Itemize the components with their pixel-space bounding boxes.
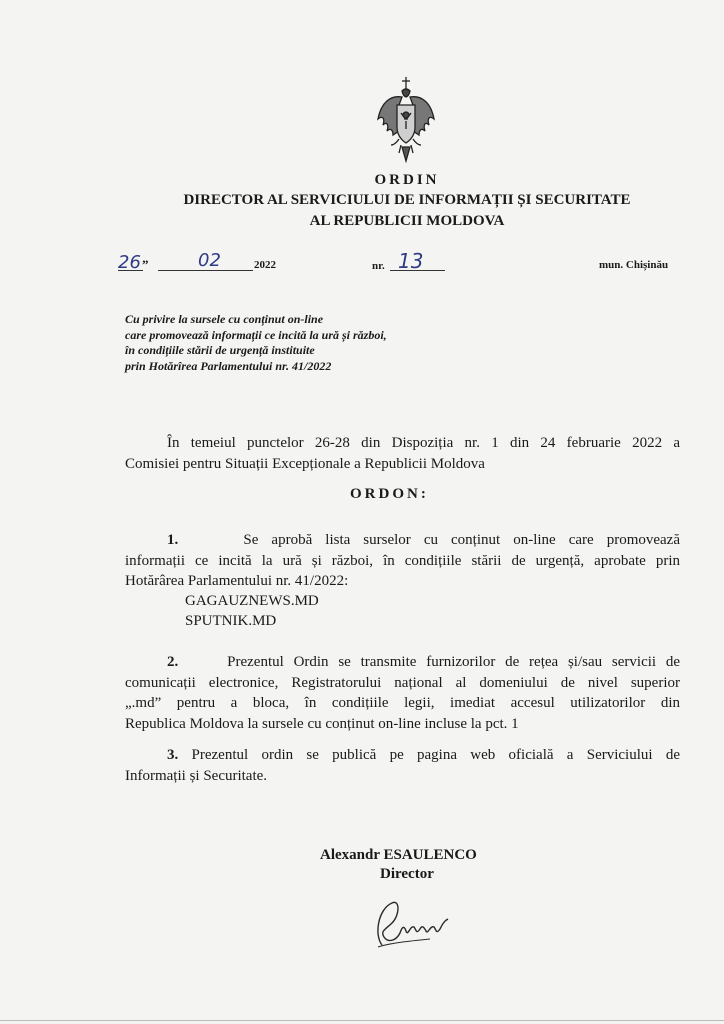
item-1-number: 1. bbox=[167, 532, 179, 548]
subject-line: care promovează informații ce incită la ură și război, bbox=[125, 327, 387, 342]
moldova-coat-of-arms-icon bbox=[375, 75, 437, 165]
date-month-underline bbox=[158, 270, 253, 271]
ordon-heading: ORDON: bbox=[350, 486, 429, 502]
document-title: ORDIN bbox=[374, 172, 440, 188]
item-2-line-1 bbox=[125, 652, 680, 673]
site-list-item: GAGAUZNEWS.MD bbox=[185, 593, 319, 609]
item-1-line-2: informații ce incită la ură și război, în condițiile stării de urgență, aprobate prin bbox=[125, 552, 680, 569]
issuer-line-1: DIRECTOR AL SERVICIULUI DE INFORMAȚII ȘI SECURITATE bbox=[183, 192, 631, 208]
item-3-text: Prezentul ordin se publică pe pagina web oficială a Serviciului de bbox=[191, 747, 680, 763]
page-bottom-edge bbox=[0, 1020, 724, 1021]
date-day: 26 bbox=[118, 252, 141, 273]
item-3-number: 3. bbox=[167, 747, 179, 763]
intro-line-1: În temeiul punctelor 26-28 din Dispoziția nr. 1 din 24 februarie 2022 a bbox=[167, 435, 680, 451]
item-2-line-2: comunicații electronice, Registratorului național al domeniului de nivel superior bbox=[125, 674, 680, 691]
item-2-text: Prezentul Ordin se transmite furnizorilor de rețea și/sau servicii de bbox=[227, 654, 680, 670]
issuer-line-2: AL REPUBLICII MOLDOVA bbox=[309, 213, 505, 229]
signatory-role: Director bbox=[380, 866, 434, 882]
subject-line: prin Hotărîrea Parlamentului nr. 41/2022 bbox=[125, 358, 332, 373]
signatory-name: Alexandr ESAULENCO bbox=[320, 847, 477, 863]
location: mun. Chișinău bbox=[599, 259, 669, 271]
order-number: 13 bbox=[398, 249, 424, 273]
intro-paragraph bbox=[125, 433, 680, 474]
item-1-text: Se aprobă lista surselor cu conținut on-line care promovează bbox=[243, 532, 681, 548]
item-1-line-1 bbox=[125, 530, 680, 551]
item-2-line-4: Republica Moldova la sursele cu conținut on-line incluse la pct. 1 bbox=[125, 715, 519, 732]
number-label: nr. bbox=[372, 260, 385, 272]
item-3-line-2: Informații și Securitate. bbox=[125, 767, 268, 784]
subject-block bbox=[125, 312, 387, 374]
item-1-paragraph bbox=[125, 530, 680, 592]
site-list-item: SPUTNIK.MD bbox=[185, 613, 277, 629]
item-2-line-3: „.md” pentru a bloca, în condițiile legii, imediat accesul utilizatorilor din bbox=[125, 695, 680, 711]
item-2-number: 2. bbox=[167, 654, 179, 670]
item-1-line-3: Hotărârea Parlamentului nr. 41/2022: bbox=[125, 573, 349, 589]
date-year: 2022 bbox=[254, 259, 276, 271]
date-day-underline bbox=[118, 270, 143, 271]
item-3-line-1 bbox=[125, 745, 680, 766]
date-quote-mark: ” bbox=[142, 257, 149, 272]
date-month: 02 bbox=[198, 250, 221, 271]
item-2-paragraph bbox=[125, 652, 680, 734]
intro-line-2: Comisiei pentru Situații Excepționale a Republicii Moldova bbox=[125, 455, 485, 472]
subject-line: în condițiile stării de urgență instituite bbox=[125, 343, 315, 357]
number-underline bbox=[390, 270, 445, 271]
subject-line: Cu privire la sursele cu conținut on-line bbox=[125, 312, 324, 326]
handwritten-signature bbox=[370, 895, 460, 955]
item-3-paragraph bbox=[125, 745, 680, 786]
